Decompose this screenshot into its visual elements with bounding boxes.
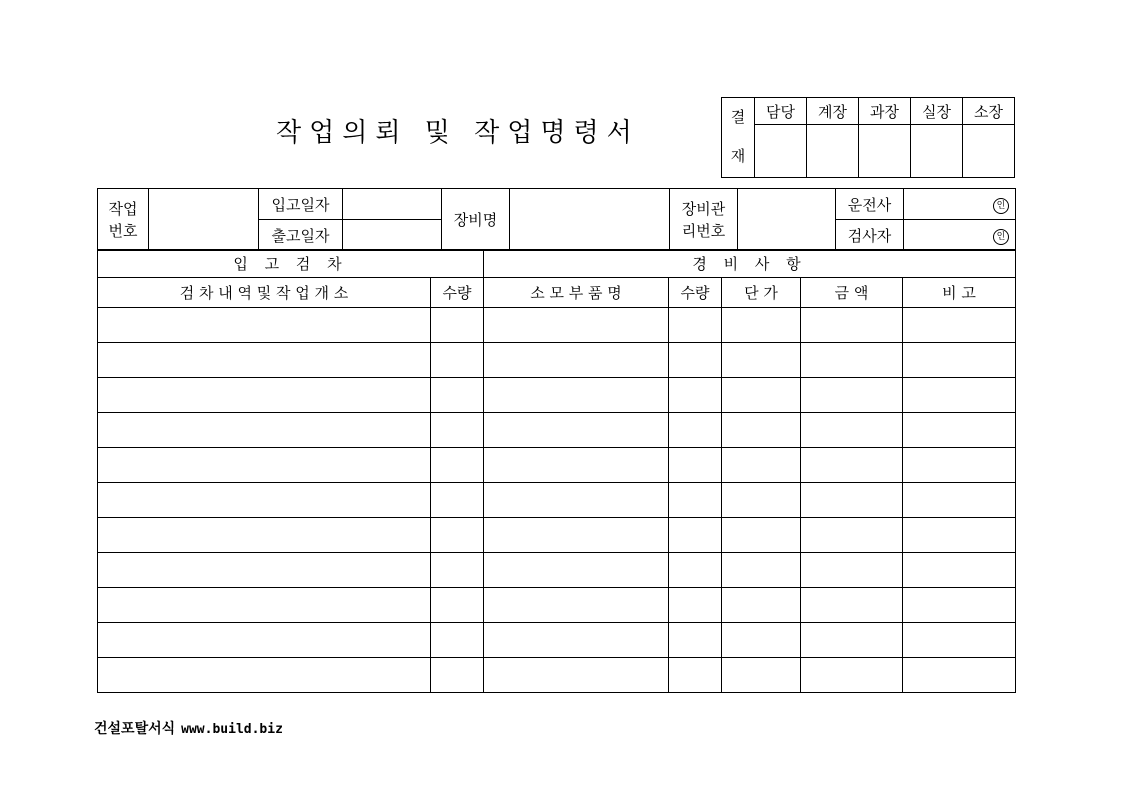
- table-cell[interactable]: [669, 623, 722, 658]
- table-cell[interactable]: [669, 448, 722, 483]
- table-cell[interactable]: [669, 588, 722, 623]
- table-cell[interactable]: [431, 518, 484, 553]
- signature-box[interactable]: [911, 125, 963, 178]
- table-cell[interactable]: [722, 518, 801, 553]
- table-cell[interactable]: [722, 658, 801, 693]
- table-cell[interactable]: [98, 623, 431, 658]
- column-header: 비 고: [903, 278, 1016, 308]
- table-cell[interactable]: [484, 588, 669, 623]
- table-cell[interactable]: [669, 378, 722, 413]
- out-date-label: 출고일자: [259, 220, 343, 251]
- table-cell[interactable]: [722, 623, 801, 658]
- work-grid: [97, 249, 1016, 693]
- table-cell[interactable]: [903, 658, 1016, 693]
- equipment-mgmt-no-field[interactable]: [738, 189, 836, 251]
- table-cell[interactable]: [801, 658, 903, 693]
- table-cell[interactable]: [431, 343, 484, 378]
- table-row: [98, 343, 1016, 378]
- signature-box[interactable]: [807, 125, 859, 178]
- role-header: 실장: [911, 98, 963, 125]
- table-cell[interactable]: [484, 343, 669, 378]
- approval-table: [721, 97, 1015, 178]
- table-cell[interactable]: [903, 518, 1016, 553]
- table-cell[interactable]: [431, 658, 484, 693]
- table-row: [98, 378, 1016, 413]
- inspector-field[interactable]: [904, 220, 1016, 251]
- table-cell[interactable]: [98, 448, 431, 483]
- table-cell[interactable]: [484, 518, 669, 553]
- table-cell[interactable]: [801, 413, 903, 448]
- table-cell[interactable]: [98, 658, 431, 693]
- table-cell[interactable]: [903, 623, 1016, 658]
- in-date-field[interactable]: [343, 189, 442, 220]
- table-row: [98, 308, 1016, 343]
- table-cell[interactable]: [484, 483, 669, 518]
- table-cell[interactable]: [669, 658, 722, 693]
- table-cell[interactable]: [722, 378, 801, 413]
- table-cell[interactable]: [801, 553, 903, 588]
- table-cell[interactable]: [98, 308, 431, 343]
- driver-field[interactable]: [904, 189, 1016, 220]
- table-cell[interactable]: [722, 588, 801, 623]
- work-no-field[interactable]: [149, 189, 259, 251]
- table-row: [98, 483, 1016, 518]
- table-cell[interactable]: [431, 483, 484, 518]
- table-cell[interactable]: [431, 448, 484, 483]
- table-cell[interactable]: [801, 448, 903, 483]
- table-cell[interactable]: [801, 588, 903, 623]
- table-cell[interactable]: [98, 553, 431, 588]
- seal-icon: 인: [993, 198, 1009, 214]
- table-cell[interactable]: [722, 343, 801, 378]
- table-cell[interactable]: [801, 518, 903, 553]
- out-date-field[interactable]: [343, 220, 442, 251]
- table-cell[interactable]: [722, 553, 801, 588]
- table-cell[interactable]: [903, 343, 1016, 378]
- column-header: 검 차 내 역 및 작 업 개 소: [98, 278, 431, 308]
- column-header: 금 액: [801, 278, 903, 308]
- work-no-label: 작업 번호: [98, 189, 149, 251]
- inspector-label: 검사자: [836, 220, 904, 251]
- seal-icon: 인: [993, 229, 1009, 245]
- table-cell[interactable]: [669, 308, 722, 343]
- table-cell[interactable]: [431, 378, 484, 413]
- in-date-label: 입고일자: [259, 189, 343, 220]
- section-inspection: 입 고 검 차: [98, 250, 484, 278]
- table-cell[interactable]: [431, 308, 484, 343]
- table-cell[interactable]: [98, 378, 431, 413]
- section-expense: 경 비 사 항: [484, 250, 1016, 278]
- role-header: 과장: [859, 98, 911, 125]
- table-cell[interactable]: [669, 343, 722, 378]
- info-table: [97, 188, 1016, 251]
- table-cell[interactable]: [431, 623, 484, 658]
- footer-url[interactable]: www.build.biz: [181, 722, 283, 737]
- equipment-mgmt-no-label: 장비관 리번호: [670, 189, 738, 251]
- table-cell[interactable]: [484, 378, 669, 413]
- table-cell[interactable]: [722, 483, 801, 518]
- table-cell[interactable]: [431, 413, 484, 448]
- table-cell[interactable]: [484, 308, 669, 343]
- table-cell[interactable]: [98, 343, 431, 378]
- table-cell[interactable]: [484, 448, 669, 483]
- table-row: [98, 413, 1016, 448]
- footer: [94, 718, 283, 738]
- table-cell[interactable]: [801, 343, 903, 378]
- column-header: 수량: [669, 278, 722, 308]
- signature-box[interactable]: [963, 125, 1015, 178]
- table-cell[interactable]: [484, 553, 669, 588]
- equipment-name-field[interactable]: [510, 189, 670, 251]
- approval-label: [722, 98, 755, 178]
- equipment-name-label: 장비명: [442, 189, 510, 251]
- signature-box[interactable]: [859, 125, 911, 178]
- footer-brand: 건설포탈서식: [94, 721, 176, 737]
- table-row: [98, 553, 1016, 588]
- column-header: 단 가: [722, 278, 801, 308]
- table-cell[interactable]: [722, 308, 801, 343]
- column-header: 소 모 부 품 명: [484, 278, 669, 308]
- table-cell[interactable]: [484, 658, 669, 693]
- table-row: [98, 623, 1016, 658]
- role-header: 계장: [807, 98, 859, 125]
- role-header: 담당: [755, 98, 807, 125]
- document-title: 작업의뢰 및 작업명령서: [276, 118, 640, 148]
- table-cell[interactable]: [722, 448, 801, 483]
- table-cell[interactable]: [801, 623, 903, 658]
- table-row: [98, 658, 1016, 693]
- signature-box[interactable]: [755, 125, 807, 178]
- approval-label-bottom: 재: [730, 147, 746, 165]
- table-cell[interactable]: [98, 483, 431, 518]
- table-cell[interactable]: [903, 413, 1016, 448]
- table-cell[interactable]: [98, 413, 431, 448]
- table-cell[interactable]: [903, 553, 1016, 588]
- role-header: 소장: [963, 98, 1015, 125]
- table-cell[interactable]: [98, 518, 431, 553]
- table-cell[interactable]: [801, 308, 903, 343]
- table-row: [98, 448, 1016, 483]
- table-cell[interactable]: [801, 378, 903, 413]
- table-cell[interactable]: [903, 378, 1016, 413]
- table-cell[interactable]: [669, 553, 722, 588]
- table-cell[interactable]: [484, 623, 669, 658]
- table-row: [98, 518, 1016, 553]
- table-cell[interactable]: [801, 483, 903, 518]
- table-cell[interactable]: [903, 448, 1016, 483]
- column-header: 수량: [431, 278, 484, 308]
- table-cell[interactable]: [484, 413, 669, 448]
- approval-label-top: 결: [730, 108, 746, 126]
- table-cell[interactable]: [669, 413, 722, 448]
- table-cell[interactable]: [431, 553, 484, 588]
- table-cell[interactable]: [903, 588, 1016, 623]
- table-cell[interactable]: [903, 308, 1016, 343]
- table-cell[interactable]: [669, 483, 722, 518]
- driver-label: 운전사: [836, 189, 904, 220]
- table-cell[interactable]: [903, 483, 1016, 518]
- table-cell[interactable]: [98, 588, 431, 623]
- table-row: [98, 588, 1016, 623]
- table-cell[interactable]: [722, 413, 801, 448]
- table-cell[interactable]: [669, 518, 722, 553]
- table-cell[interactable]: [431, 588, 484, 623]
